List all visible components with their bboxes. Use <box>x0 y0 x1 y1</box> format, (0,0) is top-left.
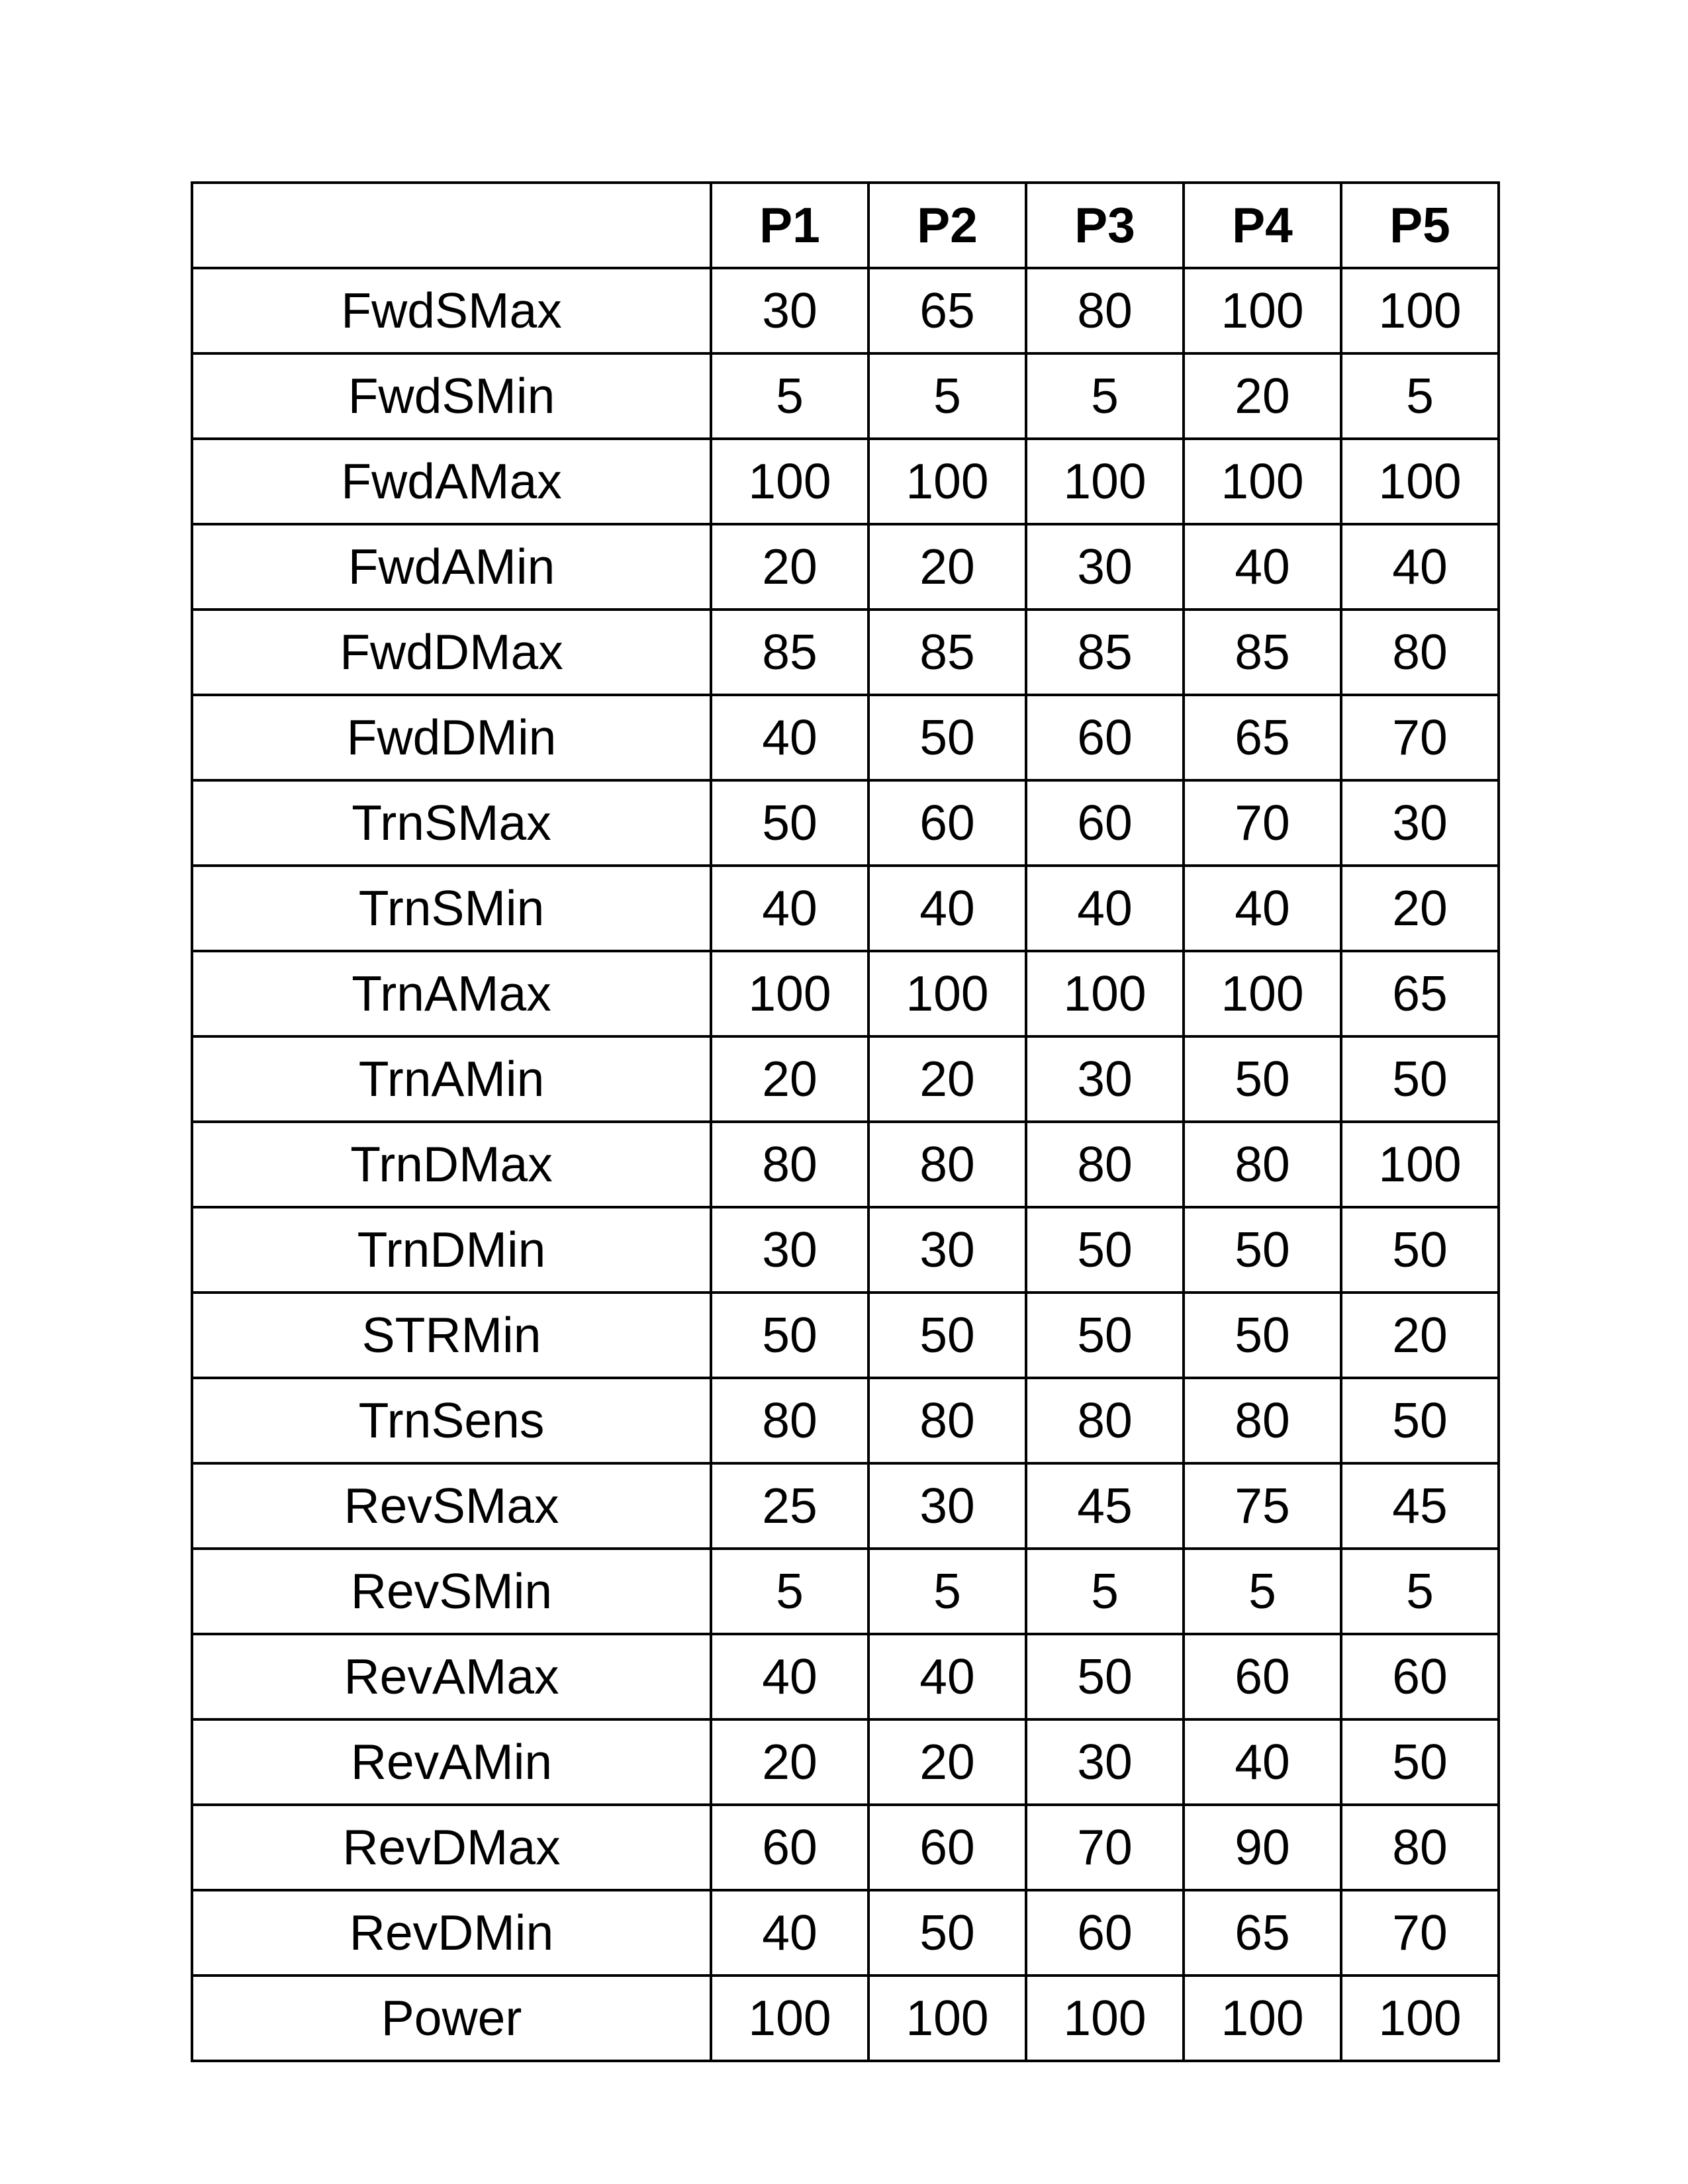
value-cell: 80 <box>1341 610 1499 695</box>
value-cell: 65 <box>1341 951 1499 1036</box>
table-row <box>192 1293 1499 1378</box>
value-cell: 70 <box>1341 695 1499 780</box>
value-cell: 100 <box>868 439 1026 524</box>
value-cell: 5 <box>1184 1549 1341 1634</box>
value-cell: 80 <box>1026 268 1184 353</box>
value-cell: 30 <box>711 268 868 353</box>
value-cell: 50 <box>711 780 868 866</box>
value-cell: 50 <box>1026 1634 1184 1719</box>
value-cell: 30 <box>868 1207 1026 1293</box>
value-cell: 20 <box>711 1036 868 1122</box>
column-header-p3: P3 <box>1026 183 1184 268</box>
row-label: RevDMin <box>192 1890 711 1976</box>
value-cell: 100 <box>1184 1976 1341 2061</box>
row-label: TrnAMin <box>192 1036 711 1122</box>
value-cell: 30 <box>1026 1719 1184 1805</box>
table-row <box>192 866 1499 951</box>
row-label: FwdDMax <box>192 610 711 695</box>
value-cell: 85 <box>1184 610 1341 695</box>
row-label: TrnAMax <box>192 951 711 1036</box>
value-cell: 100 <box>711 439 868 524</box>
value-cell: 60 <box>868 1805 1026 1890</box>
value-cell: 40 <box>868 1634 1026 1719</box>
table-row <box>192 951 1499 1036</box>
header-row <box>192 183 1499 268</box>
table-row <box>192 1976 1499 2061</box>
row-label: TrnSMin <box>192 866 711 951</box>
value-cell: 5 <box>711 1549 868 1634</box>
value-cell: 80 <box>711 1122 868 1207</box>
value-cell: 100 <box>1184 268 1341 353</box>
value-cell: 5 <box>1026 1549 1184 1634</box>
row-label: Power <box>192 1976 711 2061</box>
value-cell: 50 <box>1026 1293 1184 1378</box>
value-cell: 80 <box>868 1122 1026 1207</box>
row-label: FwdAMax <box>192 439 711 524</box>
table-row <box>192 1890 1499 1976</box>
value-cell: 100 <box>711 951 868 1036</box>
value-cell: 50 <box>1341 1719 1499 1805</box>
row-label: RevSMax <box>192 1463 711 1549</box>
value-cell: 65 <box>1184 695 1341 780</box>
value-cell: 100 <box>1341 268 1499 353</box>
value-cell: 60 <box>711 1805 868 1890</box>
value-cell: 60 <box>1341 1634 1499 1719</box>
value-cell: 20 <box>711 1719 868 1805</box>
value-cell: 20 <box>868 524 1026 610</box>
column-header-p4: P4 <box>1184 183 1341 268</box>
value-cell: 5 <box>1341 353 1499 439</box>
value-cell: 30 <box>711 1207 868 1293</box>
row-label: RevAMin <box>192 1719 711 1805</box>
value-cell: 60 <box>1184 1634 1341 1719</box>
value-cell: 50 <box>1184 1036 1341 1122</box>
value-cell: 20 <box>1341 1293 1499 1378</box>
table-row <box>192 1122 1499 1207</box>
column-header-p5: P5 <box>1341 183 1499 268</box>
value-cell: 40 <box>1184 1719 1341 1805</box>
row-label: FwdAMin <box>192 524 711 610</box>
value-cell: 20 <box>868 1036 1026 1122</box>
value-cell: 100 <box>1026 951 1184 1036</box>
value-cell: 20 <box>1184 353 1341 439</box>
table-body <box>192 268 1499 2061</box>
value-cell: 80 <box>1184 1122 1341 1207</box>
value-cell: 60 <box>1026 695 1184 780</box>
row-label: FwdSMax <box>192 268 711 353</box>
value-cell: 100 <box>1026 439 1184 524</box>
value-cell: 70 <box>1026 1805 1184 1890</box>
value-cell: 5 <box>1026 353 1184 439</box>
value-cell: 60 <box>1026 1890 1184 1976</box>
row-label: FwdSMin <box>192 353 711 439</box>
row-label: TrnDMax <box>192 1122 711 1207</box>
value-cell: 30 <box>1341 780 1499 866</box>
value-cell: 75 <box>1184 1463 1341 1549</box>
table-row <box>192 695 1499 780</box>
header-corner-cell <box>192 183 711 268</box>
value-cell: 40 <box>711 1890 868 1976</box>
value-cell: 50 <box>1184 1293 1341 1378</box>
table-row <box>192 1634 1499 1719</box>
table-row <box>192 1719 1499 1805</box>
value-cell: 70 <box>1341 1890 1499 1976</box>
value-cell: 20 <box>868 1719 1026 1805</box>
value-cell: 65 <box>868 268 1026 353</box>
row-label: RevAMax <box>192 1634 711 1719</box>
table-row <box>192 524 1499 610</box>
value-cell: 85 <box>1026 610 1184 695</box>
value-cell: 20 <box>711 524 868 610</box>
value-cell: 50 <box>1026 1207 1184 1293</box>
value-cell: 65 <box>1184 1890 1341 1976</box>
table-row <box>192 1549 1499 1634</box>
row-label: RevSMin <box>192 1549 711 1634</box>
table-row <box>192 439 1499 524</box>
value-cell: 60 <box>1026 780 1184 866</box>
table-row <box>192 1463 1499 1549</box>
value-cell: 50 <box>868 1890 1026 1976</box>
value-cell: 45 <box>1341 1463 1499 1549</box>
value-cell: 100 <box>1341 439 1499 524</box>
value-cell: 50 <box>868 1293 1026 1378</box>
table-row <box>192 1207 1499 1293</box>
value-cell: 40 <box>1341 524 1499 610</box>
table-row <box>192 610 1499 695</box>
value-cell: 100 <box>1184 951 1341 1036</box>
value-cell: 5 <box>1341 1549 1499 1634</box>
value-cell: 40 <box>711 1634 868 1719</box>
value-cell: 100 <box>868 1976 1026 2061</box>
value-cell: 40 <box>1184 524 1341 610</box>
row-label: TrnSens <box>192 1378 711 1463</box>
table-row <box>192 780 1499 866</box>
row-label: RevDMax <box>192 1805 711 1890</box>
value-cell: 5 <box>711 353 868 439</box>
value-cell: 40 <box>1026 866 1184 951</box>
value-cell: 45 <box>1026 1463 1184 1549</box>
value-cell: 50 <box>1184 1207 1341 1293</box>
value-cell: 90 <box>1184 1805 1341 1890</box>
value-cell: 40 <box>868 866 1026 951</box>
row-label: TrnDMin <box>192 1207 711 1293</box>
value-cell: 100 <box>1341 1976 1499 2061</box>
table-row <box>192 268 1499 353</box>
value-cell: 80 <box>1026 1122 1184 1207</box>
value-cell: 20 <box>1341 866 1499 951</box>
value-cell: 50 <box>1341 1378 1499 1463</box>
value-cell: 85 <box>711 610 868 695</box>
value-cell: 25 <box>711 1463 868 1549</box>
value-cell: 30 <box>1026 524 1184 610</box>
value-cell: 50 <box>868 695 1026 780</box>
column-header-p2: P2 <box>868 183 1026 268</box>
value-cell: 80 <box>1026 1378 1184 1463</box>
value-cell: 80 <box>711 1378 868 1463</box>
value-cell: 85 <box>868 610 1026 695</box>
table-row <box>192 1036 1499 1122</box>
value-cell: 80 <box>1184 1378 1341 1463</box>
value-cell: 50 <box>1341 1207 1499 1293</box>
table-row <box>192 1378 1499 1463</box>
row-label: TrnSMax <box>192 780 711 866</box>
row-label: STRMin <box>192 1293 711 1378</box>
value-cell: 30 <box>868 1463 1026 1549</box>
value-cell: 5 <box>868 353 1026 439</box>
column-header-p1: P1 <box>711 183 868 268</box>
value-cell: 80 <box>1341 1805 1499 1890</box>
parameters-table <box>191 181 1500 2062</box>
value-cell: 60 <box>868 780 1026 866</box>
value-cell: 40 <box>711 866 868 951</box>
value-cell: 40 <box>1184 866 1341 951</box>
value-cell: 100 <box>1026 1976 1184 2061</box>
value-cell: 30 <box>1026 1036 1184 1122</box>
value-cell: 50 <box>711 1293 868 1378</box>
value-cell: 50 <box>1341 1036 1499 1122</box>
row-label: FwdDMin <box>192 695 711 780</box>
table-row <box>192 353 1499 439</box>
value-cell: 5 <box>868 1549 1026 1634</box>
value-cell: 100 <box>1184 439 1341 524</box>
value-cell: 100 <box>1341 1122 1499 1207</box>
value-cell: 80 <box>868 1378 1026 1463</box>
value-cell: 100 <box>868 951 1026 1036</box>
value-cell: 100 <box>711 1976 868 2061</box>
value-cell: 70 <box>1184 780 1341 866</box>
value-cell: 40 <box>711 695 868 780</box>
table-row <box>192 1805 1499 1890</box>
